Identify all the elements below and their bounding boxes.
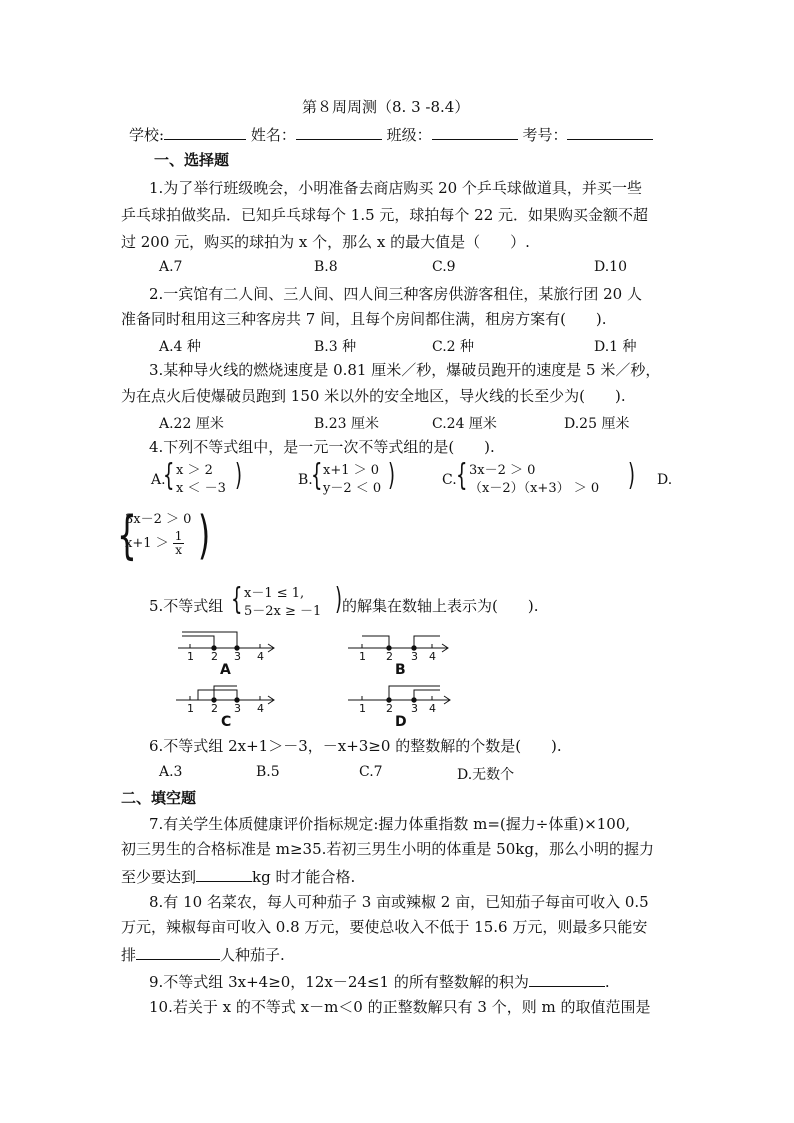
right-paren-icon: ): [388, 458, 396, 493]
q8-line3-start: 排: [121, 946, 137, 964]
q10-line1: 10.若关于 x 的不等式 x－m＜0 的正整数解只有 3 个，则 m 的取值范围是: [149, 998, 651, 1016]
q2-line1: 2.一宾馆有二人间、三人间、四人间三种客房供游客租住，某旅行团 20 人: [149, 285, 642, 303]
q7-line3-start: 至少要达到: [121, 868, 197, 886]
q4-a-label: A.: [151, 472, 166, 488]
q4-d-row2-lhs: x+1 ＞: [125, 536, 173, 551]
tick-label: 4: [257, 650, 264, 663]
q6-line1: 6.不等式组 2x+1＞－3，－x+3≥0 的整数解的个数是( ).: [149, 737, 562, 755]
q5-row2: 5－2x ≥ －1: [244, 604, 322, 619]
q5-row1: x－1 ≤ 1,: [244, 586, 305, 601]
page-title: 第８周周测（8. 3 -8.4）: [302, 98, 470, 116]
q3-line2: 为在点火后使爆破员跑到 150 米以外的安全地区，导火线的长至少为( ).: [121, 387, 626, 405]
tick-label: 3: [234, 650, 241, 663]
q1-line3: 过 200 元，购买的球拍为 x 个，那么 x 的最大值是（ ）.: [121, 233, 530, 251]
tick-label: 2: [386, 650, 393, 663]
left-brace-icon: {: [311, 458, 323, 493]
q8-line3: [121, 944, 285, 964]
left-brace-icon: {: [456, 458, 468, 493]
q9-line1-end: .: [604, 973, 610, 991]
q7-line1: 7.有关学生体质健康评价指标规定:握力体重指数 m=(握力÷体重)×100,: [149, 815, 631, 833]
q4-b-row2: y－2 ＜ 0: [323, 481, 382, 496]
q4-d-row1: 3x－2 ＞ 0: [125, 512, 192, 527]
q7-line3: [121, 866, 355, 886]
section-choice-heading: 一、选择题: [154, 151, 230, 169]
q5-prefix: 5.不等式组: [149, 597, 224, 615]
right-paren-icon: ): [198, 506, 211, 566]
class-label: 班级：: [386, 126, 432, 144]
tick-label: 3: [234, 702, 241, 715]
left-brace-icon: {: [163, 458, 175, 493]
fraction-denominator: x: [175, 543, 182, 557]
section-fill-heading: 二、填空题: [121, 789, 197, 807]
q1-line1: 1.为了举行班级晚会，小明准备去商店购买 20 个乒乓球做道具，并买一些: [149, 179, 642, 197]
q4-a-row1: x ＞ 2: [176, 463, 213, 478]
panel-label-b[interactable]: B: [395, 662, 406, 678]
name-label: 姓名：: [250, 126, 296, 144]
q3-option-b[interactable]: B.23 厘米: [314, 416, 380, 432]
q2-option-a[interactable]: A.4 种: [159, 339, 201, 355]
tick-label: 3: [411, 650, 418, 663]
q2-option-d[interactable]: D.1 种: [594, 339, 637, 355]
exam-no-label: 考号：: [522, 126, 568, 144]
panel-label-d[interactable]: D: [395, 714, 407, 730]
q6-option-d[interactable]: D.无数个: [457, 767, 515, 783]
fraction-numerator: 1: [174, 529, 183, 543]
q1-line2: 乒乓球拍做奖品．已知乒乓球每个 1.5 元，球拍每个 22 元．如果购买金额不超: [121, 206, 649, 224]
q3-option-c[interactable]: C.24 厘米: [432, 416, 497, 432]
school-blank[interactable]: [164, 124, 246, 140]
q1-option-d[interactable]: D.10: [594, 259, 627, 275]
q1-option-b[interactable]: B.8: [314, 259, 338, 275]
right-paren-icon: ): [628, 458, 636, 493]
tick-label: 2: [386, 702, 393, 715]
tick-label: 2: [211, 702, 218, 715]
right-paren-icon: ): [335, 582, 343, 617]
q6-option-a[interactable]: A.3: [159, 764, 183, 780]
fraction: [173, 530, 185, 557]
q4-d-row2: [125, 530, 184, 557]
left-brace-icon: {: [117, 506, 137, 566]
q3-line1: 3.某种导火线的燃烧速度是 0.81 厘米／秒，爆破员跑开的速度是 5 米／秒，: [149, 361, 661, 379]
tick-label: 4: [429, 650, 436, 663]
q4-b-label: B.: [298, 472, 313, 488]
tick-label: 4: [429, 702, 436, 715]
tick-label: 3: [411, 702, 418, 715]
tick-label: 1: [359, 650, 366, 663]
q7-line3-end: kg 时才能合格.: [252, 868, 356, 886]
q9-line1: [149, 971, 610, 991]
q2-line2: 准备同时租用这三种客房共 7 间，且每个房间都住满，租房方案有( ).: [121, 310, 607, 328]
q6-option-c[interactable]: C.7: [359, 764, 383, 780]
q4-d-label: D.: [657, 472, 673, 488]
q6-option-b[interactable]: B.5: [256, 764, 280, 780]
q3-option-d[interactable]: D.25 厘米: [564, 416, 630, 432]
tick-label: 1: [359, 702, 366, 715]
panel-label-a[interactable]: A: [220, 662, 231, 678]
q3-option-a[interactable]: A.22 厘米: [159, 416, 224, 432]
school-label: 学校:: [129, 126, 165, 144]
q2-option-c[interactable]: C.2 种: [432, 339, 475, 355]
q5-suffix: 的解集在数轴上表示为( ).: [342, 597, 539, 615]
class-blank[interactable]: [432, 124, 518, 140]
q7-answer-blank[interactable]: [196, 866, 252, 882]
q7-line2: 初三男生的合格标准是 m≥35.若初三男生小明的体重是 50kg，那么小明的握力: [121, 840, 654, 858]
number-line-figure: [170, 626, 470, 734]
q8-line2: 万元，辣椒每亩可收入 0.8 万元，要使总收入不低于 15.6 万元，则最多只能安: [121, 918, 648, 936]
number-line-a: [178, 632, 274, 652]
q4-c-row1: 3x－2 ＞ 0: [469, 463, 536, 478]
q9-line1-start: 9.不等式组 3x+4≥0，12x－24≤1 的所有整数解的积为: [149, 973, 529, 991]
tick-label: 2: [211, 650, 218, 663]
q4-c-row2: （x－2）（x+3） ＞ 0: [469, 481, 600, 496]
q4-a-row2: x ＜ －3: [176, 481, 226, 496]
exam-no-blank[interactable]: [567, 124, 653, 140]
q9-answer-blank[interactable]: [529, 971, 605, 987]
q2-option-b[interactable]: B.3 种: [314, 339, 357, 355]
q8-answer-blank[interactable]: [136, 944, 220, 960]
left-brace-icon: {: [231, 582, 243, 617]
tick-label: 4: [257, 702, 264, 715]
q8-line1: 8.有 10 名菜农，每人可种茄子 3 亩或辣椒 2 亩，已知茄子每亩可收入 0.5: [149, 893, 649, 911]
header-info-line: [129, 124, 653, 144]
q8-line3-end: 人种茄子.: [220, 946, 285, 964]
q4-b-row1: x+1 ＞ 0: [323, 463, 380, 478]
q4-c-label: C.: [442, 472, 457, 488]
tick-label: 1: [187, 650, 194, 663]
q1-option-a[interactable]: A.7: [159, 259, 183, 275]
name-blank[interactable]: [296, 124, 382, 140]
q1-option-c[interactable]: C.9: [432, 259, 456, 275]
right-paren-icon: ): [235, 458, 243, 493]
panel-label-c[interactable]: C: [221, 714, 232, 730]
tick-label: 1: [187, 702, 194, 715]
q4-line1: 4.下列不等式组中，是一元一次不等式组的是( ).: [149, 438, 495, 456]
